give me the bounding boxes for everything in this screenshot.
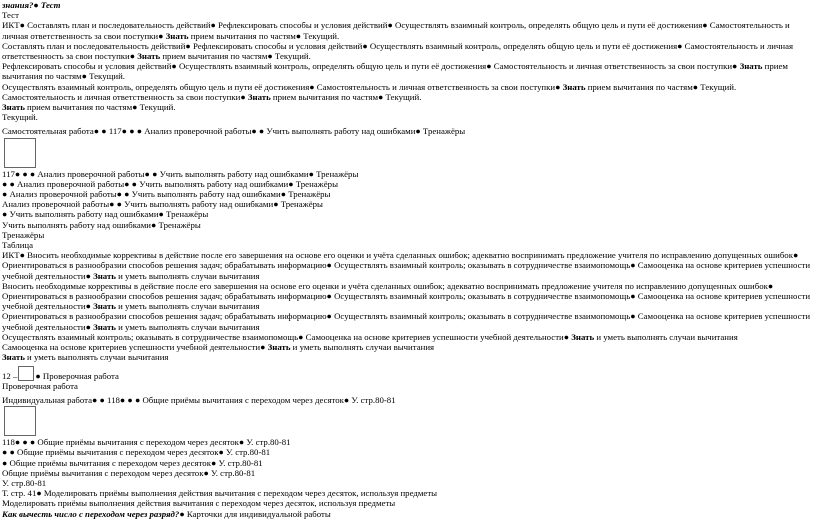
text-line: У. стр.80-81 (2, 477, 47, 488)
empty-cell-box (2, 405, 814, 437)
text-line: ● ● Анализ проверочной работы● ● Учить выполнять работу над ошибками● Тренажёры (2, 178, 338, 189)
text-line: 118● ● ● Общие приёмы вычитания с переходом через десяток● У. стр.80-81 (2, 437, 291, 448)
text-line: Текущий. (2, 112, 38, 123)
text-line: Моделировать приёмы выполнения действия вычитания с переходом через десяток, используя предметы (2, 498, 396, 509)
table-label: Таблица (2, 240, 34, 251)
text-line: Т. стр. 41● Моделировать приёмы выполнения действия вычитания с переходом через десяток, используя предметы (2, 488, 438, 499)
competency-paragraph: Рефлексировать способы и условия действий● Осуществлять взаимный контроль, определять общую цель и пути её достижения● Самостоятельность и личная ответственность за свои поступки● Знать прием вычитания по частям● Текущий. (2, 61, 788, 82)
empty-cell-box (18, 366, 34, 381)
lesson-117-line: Самостоятельная работа● ● 117● ● ● Анализ проверочной работы● ● Учить выполнять работу над ошибками● Тренажёры (2, 126, 466, 137)
text-line: ● Учить выполнять работу над ошибками● Тренажёры (2, 209, 209, 220)
heading-line (2, 0, 814, 10)
competency-line: Знать и уметь выполнять случаи вычитания (2, 352, 169, 363)
competency-line: Знать прием вычитания по частям● Текущий. (2, 102, 176, 113)
text-line: Анализ проверочной работы● ● Учить выполнять работу над ошибками● Тренажёры (2, 199, 323, 210)
text-line: ● Общие приёмы вычитания с переходом через десяток● У. стр.80-81 (2, 457, 263, 468)
competency-line: Самооценка на основе критериев успешности учебной деятельности● Знать и уметь выполнять случаи вычитания (2, 342, 435, 353)
competency-paragraph: Осуществлять взаимный контроль; оказывать в сотрудничестве взаимопомощь● Самооценка на основе критериев успешности учебной деятельности● Знать и уметь выполнять случаи вычитания (2, 331, 738, 342)
question-text: Как вычесть число с переходом через разряд? (2, 508, 180, 519)
competency-paragraph: Ориентироваться в разнообразии способов решения задач; обрабатывать информацию● Осуществлять взаимный контроль; оказывать в сотрудничестве взаимопомощь● Самооценка на основе критериев успешности учебной деятельности● Знать и уметь выполнять случаи вычитания (2, 311, 811, 332)
test-line: 12 – ● Проверочная работа (2, 366, 814, 381)
text-line: Тест (2, 10, 19, 21)
competency-line: Самостоятельность и личная ответственность за свои поступки● Знать прием вычитания по частям● Текущий. (2, 91, 422, 102)
text-line: ● ● Общие приёмы вычитания с переходом через десяток● У. стр.80-81 (2, 447, 271, 458)
question-text: знания?● Тест (2, 0, 61, 10)
text-line: Общие приёмы вычитания с переходом через десяток● У. стр.80-81 (2, 467, 256, 478)
competency-paragraph: Вносить необходимые коррективы в действие после его завершения на основе его оценки и учёта сделанных ошибок; адекватно воспринимать предложение учителя по исправлению допущенных ошибок● Ориентироваться в разнообразии способов решения задач; обрабатывать информацию● Осуществлять взаимный контроль; оказывать в сотрудничестве взаимопомощь● Самооценка на основе критериев успешности учебной деятельности● Знать и уметь выполнять случаи вычитания (2, 280, 811, 312)
competency-paragraph: ИКТ● Составлять план и последовательность действий● Рефлексировать способы и условия действий● Осуществлять взаимный контроль, определять общую цель и пути её достижения● Самостоятельность и личная ответственность за свои поступки● Знать прием вычитания по частям● Текущий. (2, 20, 790, 41)
empty-cell-box (2, 137, 814, 169)
lesson-118-line: Индивидуальная работа● ● 118● ● ● Общие приёмы вычитания с переходом через десяток● У. стр.80-81 (2, 394, 396, 405)
question-line: Как вычесть число с переходом через разряд?● Карточки для индивидуальной работы (2, 508, 331, 519)
text-line: Тренажёры (2, 229, 45, 240)
text-line: Учить выполнять работу над ошибками● Тренажёры (2, 219, 201, 230)
text-line: ● Анализ проверочной работы● ● Учить выполнять работу над ошибками● Тренажёры (2, 189, 331, 200)
text-line: 117● ● ● Анализ проверочной работы● ● Учить выполнять работу над ошибками● Тренажёры (2, 168, 359, 179)
text-line: Проверочная работа (2, 380, 78, 391)
competency-paragraph: ИКТ● Вносить необходимые коррективы в действие после его завершения на основе его оценки и учёта сделанных ошибок; адекватно воспринимать предложение учителя по исправлению допущенных ошибок● Ориентироваться в разнообразии способов решения задач; обрабатывать информацию● Осуществлять взаимный контроль; оказывать в сотрудничестве взаимопомощь● Самооценка на основе критериев успешности учебной деятельности● Знать и уметь выполнять случаи вычитания (2, 250, 811, 281)
competency-paragraph: Составлять план и последовательность действий● Рефлексировать способы и условия действий● Осуществлять взаимный контроль, определять общую цель и пути её достижения● Самостоятельность и личная ответственность за свои поступки● Знать прием вычитания по частям● Текущий. (2, 40, 794, 62)
competency-paragraph: Осуществлять взаимный контроль, определять общую цель и пути её достижения● Самостоятельность и личная ответственность за свои поступки● Знать прием вычитания по частям● Текущий. (2, 81, 737, 92)
